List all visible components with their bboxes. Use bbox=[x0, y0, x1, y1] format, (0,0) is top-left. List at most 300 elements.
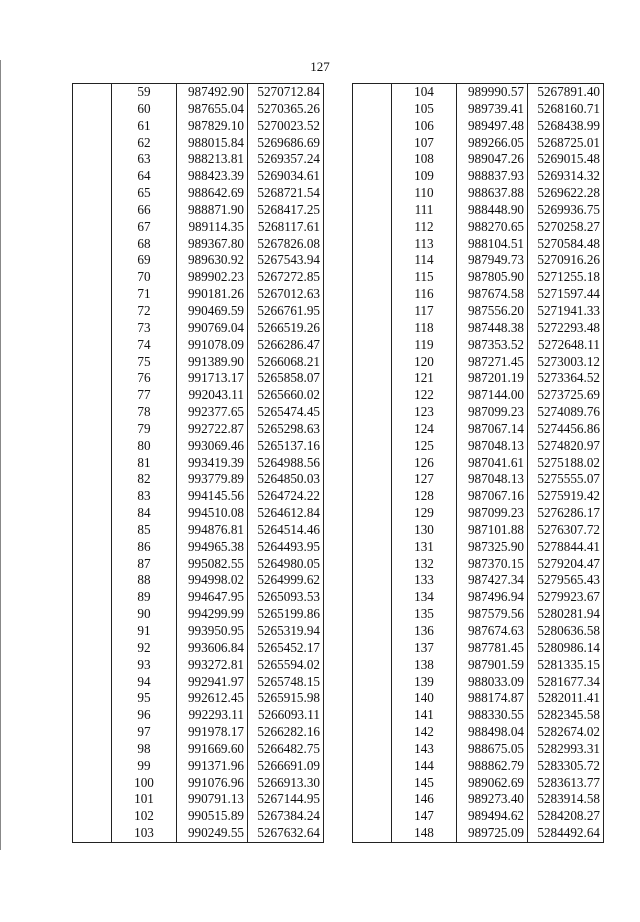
y-coordinate-cell: 5266093.11 bbox=[248, 707, 324, 724]
table-row bbox=[353, 690, 604, 707]
point-number-cell: 83 bbox=[112, 488, 177, 505]
left-table-body bbox=[73, 84, 324, 843]
blank-cell bbox=[353, 606, 392, 623]
table-row bbox=[353, 337, 604, 354]
point-number-cell: 118 bbox=[392, 320, 457, 337]
blank-cell bbox=[353, 455, 392, 472]
page-edge-rule bbox=[0, 60, 1, 850]
page-number: 127 bbox=[310, 59, 330, 74]
point-number-cell: 116 bbox=[392, 286, 457, 303]
x-coordinate-cell: 989902.23 bbox=[177, 269, 248, 286]
y-coordinate-cell: 5268117.61 bbox=[248, 219, 324, 236]
y-coordinate-cell: 5270023.52 bbox=[248, 118, 324, 135]
x-coordinate-cell: 989114.35 bbox=[177, 219, 248, 236]
table-row bbox=[73, 151, 324, 168]
table-row bbox=[353, 640, 604, 657]
point-number-cell: 103 bbox=[112, 825, 177, 842]
table-row bbox=[353, 775, 604, 792]
x-coordinate-cell: 990791.13 bbox=[177, 791, 248, 808]
blank-cell bbox=[73, 707, 112, 724]
table-row bbox=[73, 775, 324, 792]
x-coordinate-cell: 988423.39 bbox=[177, 168, 248, 185]
table-row bbox=[353, 657, 604, 674]
table-row bbox=[353, 539, 604, 556]
x-coordinate-cell: 990469.59 bbox=[177, 303, 248, 320]
table-row bbox=[73, 640, 324, 657]
x-coordinate-cell: 987041.61 bbox=[457, 455, 528, 472]
table-row bbox=[73, 606, 324, 623]
y-coordinate-cell: 5269015.48 bbox=[528, 151, 604, 168]
point-number-cell: 135 bbox=[392, 606, 457, 623]
table-row bbox=[73, 505, 324, 522]
point-number-cell: 66 bbox=[112, 202, 177, 219]
point-number-cell: 62 bbox=[112, 135, 177, 152]
table-row bbox=[353, 252, 604, 269]
table-row bbox=[353, 589, 604, 606]
y-coordinate-cell: 5264612.84 bbox=[248, 505, 324, 522]
point-number-cell: 139 bbox=[392, 674, 457, 691]
table-row bbox=[73, 135, 324, 152]
table-row bbox=[73, 269, 324, 286]
point-number-cell: 73 bbox=[112, 320, 177, 337]
table-row bbox=[73, 674, 324, 691]
table-row bbox=[353, 101, 604, 118]
y-coordinate-cell: 5270916.26 bbox=[528, 252, 604, 269]
blank-cell bbox=[73, 741, 112, 758]
y-coordinate-cell: 5274456.86 bbox=[528, 421, 604, 438]
x-coordinate-cell: 994876.81 bbox=[177, 522, 248, 539]
table-row bbox=[353, 84, 604, 101]
x-coordinate-cell: 987048.13 bbox=[457, 471, 528, 488]
y-coordinate-cell: 5269314.32 bbox=[528, 168, 604, 185]
y-coordinate-cell: 5270258.27 bbox=[528, 219, 604, 236]
point-number-cell: 92 bbox=[112, 640, 177, 657]
blank-cell bbox=[353, 84, 392, 101]
blank-cell bbox=[353, 522, 392, 539]
y-coordinate-cell: 5265915.98 bbox=[248, 690, 324, 707]
blank-cell bbox=[353, 707, 392, 724]
y-coordinate-cell: 5269936.75 bbox=[528, 202, 604, 219]
blank-cell bbox=[73, 488, 112, 505]
y-coordinate-cell: 5265199.86 bbox=[248, 606, 324, 623]
y-coordinate-cell: 5274820.97 bbox=[528, 438, 604, 455]
point-number-cell: 128 bbox=[392, 488, 457, 505]
point-number-cell: 144 bbox=[392, 758, 457, 775]
blank-cell bbox=[73, 135, 112, 152]
point-number-cell: 104 bbox=[392, 84, 457, 101]
y-coordinate-cell: 5282345.58 bbox=[528, 707, 604, 724]
x-coordinate-cell: 988448.90 bbox=[457, 202, 528, 219]
y-coordinate-cell: 5265474.45 bbox=[248, 404, 324, 421]
y-coordinate-cell: 5283305.72 bbox=[528, 758, 604, 775]
table-row bbox=[73, 118, 324, 135]
table-row bbox=[73, 808, 324, 825]
x-coordinate-cell: 987674.58 bbox=[457, 286, 528, 303]
blank-cell bbox=[353, 370, 392, 387]
table-row bbox=[353, 303, 604, 320]
blank-cell bbox=[73, 690, 112, 707]
table-row bbox=[353, 606, 604, 623]
table-row bbox=[353, 370, 604, 387]
point-number-cell: 101 bbox=[112, 791, 177, 808]
x-coordinate-cell: 987781.45 bbox=[457, 640, 528, 657]
blank-cell bbox=[73, 354, 112, 371]
y-coordinate-cell: 5280281.94 bbox=[528, 606, 604, 623]
blank-cell bbox=[73, 539, 112, 556]
blank-cell bbox=[353, 101, 392, 118]
point-number-cell: 137 bbox=[392, 640, 457, 657]
blank-cell bbox=[73, 657, 112, 674]
blank-cell bbox=[353, 387, 392, 404]
table-row bbox=[73, 741, 324, 758]
point-number-cell: 142 bbox=[392, 724, 457, 741]
x-coordinate-cell: 988104.51 bbox=[457, 236, 528, 253]
blank-cell bbox=[353, 825, 392, 842]
point-number-cell: 145 bbox=[392, 775, 457, 792]
blank-cell bbox=[353, 354, 392, 371]
y-coordinate-cell: 5283613.77 bbox=[528, 775, 604, 792]
x-coordinate-cell: 993272.81 bbox=[177, 657, 248, 674]
y-coordinate-cell: 5282011.41 bbox=[528, 690, 604, 707]
point-number-cell: 94 bbox=[112, 674, 177, 691]
blank-cell bbox=[73, 370, 112, 387]
y-coordinate-cell: 5264988.56 bbox=[248, 455, 324, 472]
x-coordinate-cell: 987067.14 bbox=[457, 421, 528, 438]
x-coordinate-cell: 991669.60 bbox=[177, 741, 248, 758]
x-coordinate-cell: 987067.16 bbox=[457, 488, 528, 505]
point-number-cell: 109 bbox=[392, 168, 457, 185]
point-number-cell: 129 bbox=[392, 505, 457, 522]
y-coordinate-cell: 5265594.02 bbox=[248, 657, 324, 674]
x-coordinate-cell: 987448.38 bbox=[457, 320, 528, 337]
y-coordinate-cell: 5268160.71 bbox=[528, 101, 604, 118]
y-coordinate-cell: 5271597.44 bbox=[528, 286, 604, 303]
x-coordinate-cell: 987829.10 bbox=[177, 118, 248, 135]
blank-cell bbox=[73, 556, 112, 573]
table-row bbox=[353, 707, 604, 724]
blank-cell bbox=[353, 320, 392, 337]
point-number-cell: 96 bbox=[112, 707, 177, 724]
blank-cell bbox=[353, 572, 392, 589]
point-number-cell: 75 bbox=[112, 354, 177, 371]
table-row bbox=[73, 185, 324, 202]
y-coordinate-cell: 5269686.69 bbox=[248, 135, 324, 152]
y-coordinate-cell: 5266519.26 bbox=[248, 320, 324, 337]
blank-cell bbox=[353, 556, 392, 573]
table-row bbox=[353, 791, 604, 808]
table-row bbox=[353, 438, 604, 455]
blank-cell bbox=[73, 337, 112, 354]
x-coordinate-cell: 991389.90 bbox=[177, 354, 248, 371]
point-number-cell: 87 bbox=[112, 556, 177, 573]
blank-cell bbox=[73, 421, 112, 438]
table-row bbox=[73, 471, 324, 488]
table-row bbox=[353, 522, 604, 539]
x-coordinate-cell: 987674.63 bbox=[457, 623, 528, 640]
x-coordinate-cell: 990181.26 bbox=[177, 286, 248, 303]
point-number-cell: 64 bbox=[112, 168, 177, 185]
y-coordinate-cell: 5271941.33 bbox=[528, 303, 604, 320]
point-number-cell: 99 bbox=[112, 758, 177, 775]
table-row bbox=[353, 808, 604, 825]
point-number-cell: 68 bbox=[112, 236, 177, 253]
point-number-cell: 126 bbox=[392, 455, 457, 472]
x-coordinate-cell: 989273.40 bbox=[457, 791, 528, 808]
table-row bbox=[73, 455, 324, 472]
table-row bbox=[73, 791, 324, 808]
point-number-cell: 130 bbox=[392, 522, 457, 539]
y-coordinate-cell: 5268721.54 bbox=[248, 185, 324, 202]
x-coordinate-cell: 991076.96 bbox=[177, 775, 248, 792]
blank-cell bbox=[353, 303, 392, 320]
point-number-cell: 138 bbox=[392, 657, 457, 674]
blank-cell bbox=[73, 572, 112, 589]
blank-cell bbox=[73, 455, 112, 472]
blank-cell bbox=[73, 775, 112, 792]
blank-cell bbox=[73, 438, 112, 455]
y-coordinate-cell: 5266068.21 bbox=[248, 354, 324, 371]
y-coordinate-cell: 5266482.75 bbox=[248, 741, 324, 758]
point-number-cell: 115 bbox=[392, 269, 457, 286]
y-coordinate-cell: 5267272.85 bbox=[248, 269, 324, 286]
point-number-cell: 76 bbox=[112, 370, 177, 387]
point-number-cell: 114 bbox=[392, 252, 457, 269]
point-number-cell: 122 bbox=[392, 387, 457, 404]
table-row bbox=[73, 84, 324, 101]
x-coordinate-cell: 992043.11 bbox=[177, 387, 248, 404]
table-row bbox=[73, 236, 324, 253]
x-coordinate-cell: 988637.88 bbox=[457, 185, 528, 202]
table-row bbox=[353, 674, 604, 691]
table-row bbox=[353, 623, 604, 640]
point-number-cell: 146 bbox=[392, 791, 457, 808]
y-coordinate-cell: 5273364.52 bbox=[528, 370, 604, 387]
blank-cell bbox=[73, 791, 112, 808]
y-coordinate-cell: 5275919.42 bbox=[528, 488, 604, 505]
y-coordinate-cell: 5272293.48 bbox=[528, 320, 604, 337]
x-coordinate-cell: 988033.09 bbox=[457, 674, 528, 691]
blank-cell bbox=[73, 236, 112, 253]
point-number-cell: 124 bbox=[392, 421, 457, 438]
point-number-cell: 112 bbox=[392, 219, 457, 236]
x-coordinate-cell: 995082.55 bbox=[177, 556, 248, 573]
table-row bbox=[73, 589, 324, 606]
y-coordinate-cell: 5269622.28 bbox=[528, 185, 604, 202]
x-coordinate-cell: 987144.00 bbox=[457, 387, 528, 404]
point-number-cell: 70 bbox=[112, 269, 177, 286]
x-coordinate-cell: 988174.87 bbox=[457, 690, 528, 707]
table-row bbox=[353, 219, 604, 236]
y-coordinate-cell: 5267826.08 bbox=[248, 236, 324, 253]
x-coordinate-cell: 991713.17 bbox=[177, 370, 248, 387]
table-row bbox=[73, 758, 324, 775]
point-number-cell: 95 bbox=[112, 690, 177, 707]
y-coordinate-cell: 5278844.41 bbox=[528, 539, 604, 556]
y-coordinate-cell: 5267144.95 bbox=[248, 791, 324, 808]
x-coordinate-cell: 989990.57 bbox=[457, 84, 528, 101]
table-row bbox=[73, 303, 324, 320]
table-row bbox=[73, 488, 324, 505]
y-coordinate-cell: 5268438.99 bbox=[528, 118, 604, 135]
point-number-cell: 88 bbox=[112, 572, 177, 589]
point-number-cell: 132 bbox=[392, 556, 457, 573]
x-coordinate-cell: 989266.05 bbox=[457, 135, 528, 152]
blank-cell bbox=[73, 286, 112, 303]
x-coordinate-cell: 987655.04 bbox=[177, 101, 248, 118]
blank-cell bbox=[73, 84, 112, 101]
x-coordinate-cell: 987579.56 bbox=[457, 606, 528, 623]
table-row bbox=[353, 202, 604, 219]
table-row bbox=[353, 354, 604, 371]
table-row bbox=[73, 219, 324, 236]
table-row bbox=[353, 741, 604, 758]
blank-cell bbox=[73, 320, 112, 337]
y-coordinate-cell: 5270712.84 bbox=[248, 84, 324, 101]
y-coordinate-cell: 5275555.07 bbox=[528, 471, 604, 488]
x-coordinate-cell: 993950.95 bbox=[177, 623, 248, 640]
table-row bbox=[73, 337, 324, 354]
x-coordinate-cell: 994965.38 bbox=[177, 539, 248, 556]
point-number-cell: 148 bbox=[392, 825, 457, 842]
y-coordinate-cell: 5264999.62 bbox=[248, 572, 324, 589]
blank-cell bbox=[73, 674, 112, 691]
blank-cell bbox=[73, 219, 112, 236]
x-coordinate-cell: 992722.87 bbox=[177, 421, 248, 438]
table-row bbox=[73, 387, 324, 404]
point-number-cell: 131 bbox=[392, 539, 457, 556]
blank-cell bbox=[353, 791, 392, 808]
table-row bbox=[73, 556, 324, 573]
x-coordinate-cell: 992941.97 bbox=[177, 674, 248, 691]
y-coordinate-cell: 5274089.76 bbox=[528, 404, 604, 421]
blank-cell bbox=[73, 269, 112, 286]
y-coordinate-cell: 5276307.72 bbox=[528, 522, 604, 539]
blank-cell bbox=[353, 674, 392, 691]
x-coordinate-cell: 991978.17 bbox=[177, 724, 248, 741]
blank-cell bbox=[353, 488, 392, 505]
x-coordinate-cell: 994145.56 bbox=[177, 488, 248, 505]
blank-cell bbox=[353, 269, 392, 286]
point-number-cell: 90 bbox=[112, 606, 177, 623]
x-coordinate-cell: 987099.23 bbox=[457, 404, 528, 421]
blank-cell bbox=[73, 185, 112, 202]
point-number-cell: 93 bbox=[112, 657, 177, 674]
table-row bbox=[73, 623, 324, 640]
blank-cell bbox=[353, 623, 392, 640]
x-coordinate-cell: 987101.88 bbox=[457, 522, 528, 539]
y-coordinate-cell: 5266913.30 bbox=[248, 775, 324, 792]
y-coordinate-cell: 5267012.63 bbox=[248, 286, 324, 303]
x-coordinate-cell: 990515.89 bbox=[177, 808, 248, 825]
blank-cell bbox=[353, 539, 392, 556]
blank-cell bbox=[73, 623, 112, 640]
point-number-cell: 106 bbox=[392, 118, 457, 135]
point-number-cell: 123 bbox=[392, 404, 457, 421]
point-number-cell: 140 bbox=[392, 690, 457, 707]
y-coordinate-cell: 5273003.12 bbox=[528, 354, 604, 371]
point-number-cell: 125 bbox=[392, 438, 457, 455]
x-coordinate-cell: 988498.04 bbox=[457, 724, 528, 741]
point-number-cell: 84 bbox=[112, 505, 177, 522]
point-number-cell: 108 bbox=[392, 151, 457, 168]
y-coordinate-cell: 5280636.58 bbox=[528, 623, 604, 640]
x-coordinate-cell: 989047.26 bbox=[457, 151, 528, 168]
point-number-cell: 107 bbox=[392, 135, 457, 152]
table-row bbox=[73, 252, 324, 269]
x-coordinate-cell: 994998.02 bbox=[177, 572, 248, 589]
x-coordinate-cell: 987556.20 bbox=[457, 303, 528, 320]
blank-cell bbox=[73, 387, 112, 404]
x-coordinate-cell: 987492.90 bbox=[177, 84, 248, 101]
x-coordinate-cell: 991371.96 bbox=[177, 758, 248, 775]
blank-cell bbox=[353, 236, 392, 253]
blank-cell bbox=[353, 758, 392, 775]
x-coordinate-cell: 987496.94 bbox=[457, 589, 528, 606]
y-coordinate-cell: 5266286.47 bbox=[248, 337, 324, 354]
blank-cell bbox=[353, 151, 392, 168]
blank-cell bbox=[73, 471, 112, 488]
x-coordinate-cell: 988270.65 bbox=[457, 219, 528, 236]
point-number-cell: 111 bbox=[392, 202, 457, 219]
point-number-cell: 141 bbox=[392, 707, 457, 724]
x-coordinate-cell: 988837.93 bbox=[457, 168, 528, 185]
x-coordinate-cell: 994510.08 bbox=[177, 505, 248, 522]
point-number-cell: 89 bbox=[112, 589, 177, 606]
x-coordinate-cell: 987370.15 bbox=[457, 556, 528, 573]
table-row bbox=[73, 404, 324, 421]
blank-cell bbox=[73, 101, 112, 118]
x-coordinate-cell: 989367.80 bbox=[177, 236, 248, 253]
table-row bbox=[73, 101, 324, 118]
blank-cell bbox=[353, 118, 392, 135]
x-coordinate-cell: 988871.90 bbox=[177, 202, 248, 219]
blank-cell bbox=[353, 657, 392, 674]
y-coordinate-cell: 5269357.24 bbox=[248, 151, 324, 168]
point-number-cell: 86 bbox=[112, 539, 177, 556]
table-row bbox=[73, 320, 324, 337]
point-number-cell: 81 bbox=[112, 455, 177, 472]
y-coordinate-cell: 5280986.14 bbox=[528, 640, 604, 657]
y-coordinate-cell: 5276286.17 bbox=[528, 505, 604, 522]
y-coordinate-cell: 5267891.40 bbox=[528, 84, 604, 101]
y-coordinate-cell: 5264850.03 bbox=[248, 471, 324, 488]
point-number-cell: 80 bbox=[112, 438, 177, 455]
y-coordinate-cell: 5282993.31 bbox=[528, 741, 604, 758]
x-coordinate-cell: 988862.79 bbox=[457, 758, 528, 775]
blank-cell bbox=[73, 808, 112, 825]
table-row bbox=[73, 522, 324, 539]
y-coordinate-cell: 5265452.17 bbox=[248, 640, 324, 657]
point-number-cell: 136 bbox=[392, 623, 457, 640]
point-number-cell: 143 bbox=[392, 741, 457, 758]
blank-cell bbox=[353, 724, 392, 741]
blank-cell bbox=[353, 404, 392, 421]
y-coordinate-cell: 5265137.16 bbox=[248, 438, 324, 455]
x-coordinate-cell: 988015.84 bbox=[177, 135, 248, 152]
point-number-cell: 78 bbox=[112, 404, 177, 421]
point-number-cell: 79 bbox=[112, 421, 177, 438]
point-number-cell: 67 bbox=[112, 219, 177, 236]
blank-cell bbox=[353, 775, 392, 792]
right-table-body bbox=[353, 84, 604, 843]
point-number-cell: 63 bbox=[112, 151, 177, 168]
x-coordinate-cell: 987901.59 bbox=[457, 657, 528, 674]
x-coordinate-cell: 989062.69 bbox=[457, 775, 528, 792]
y-coordinate-cell: 5281677.34 bbox=[528, 674, 604, 691]
x-coordinate-cell: 987201.19 bbox=[457, 370, 528, 387]
x-coordinate-cell: 989725.09 bbox=[457, 825, 528, 842]
point-number-cell: 133 bbox=[392, 572, 457, 589]
